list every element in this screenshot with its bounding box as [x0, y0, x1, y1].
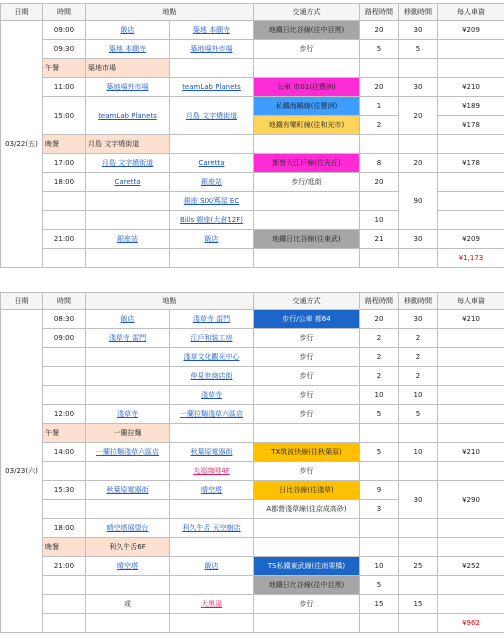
meal-place: 築地市場	[86, 59, 170, 78]
transport-cell: 步行/逛街	[254, 173, 360, 192]
travel-cell: 25	[399, 557, 438, 576]
header-row	[1, 293, 504, 310]
header-place: 地點	[86, 293, 254, 310]
fare-cell: ¥210	[438, 443, 504, 462]
place-link[interactable]: 銀座站	[117, 235, 138, 243]
travel-cell: 20	[399, 97, 438, 135]
distance-cell: 10	[360, 386, 399, 405]
transport-cell: A都營淺草線(往京成高砂)	[254, 500, 360, 519]
table-row	[1, 386, 504, 405]
travel-cell: 2	[399, 367, 438, 386]
meal-place: 月島 文字燒街道	[86, 135, 170, 154]
day1-total: ¥1,173	[438, 249, 504, 268]
place-link[interactable]: 丸福咖啡4F	[193, 467, 230, 475]
travel-cell: 30	[399, 78, 438, 97]
transport-cell: 地鐵日比谷線(往東武)	[254, 230, 360, 249]
distance-cell: 5	[360, 576, 399, 595]
place-link[interactable]: 飯店	[120, 315, 135, 323]
distance-cell: 20	[360, 78, 399, 97]
place-link[interactable]: 秋葉原電器街	[190, 448, 233, 456]
day2-schedule-table	[0, 292, 504, 633]
travel-cell: 10	[399, 386, 438, 405]
day1-schedule-table	[0, 3, 504, 268]
fare-cell: ¥290	[438, 481, 504, 519]
distance-cell: 8	[360, 154, 399, 173]
transport-cell: 步行	[254, 367, 360, 386]
travel-cell: 20	[399, 154, 438, 173]
meal-label: 午餐	[43, 59, 86, 78]
meal-row	[1, 538, 504, 557]
transport-cell: 都營大江戶線(往光丘)	[254, 154, 360, 173]
place-link[interactable]: 秋葉原電器街	[106, 486, 149, 494]
header-place: 地點	[86, 4, 254, 21]
place-link[interactable]: 淺草文化觀光中心	[183, 353, 240, 361]
place-link[interactable]: 利久牛舌 天空樹店	[182, 524, 241, 532]
time-cell: 21:00	[43, 230, 86, 249]
place-link[interactable]: 仲見世商店街	[190, 372, 233, 380]
time-cell: 21:00	[43, 557, 86, 576]
place-link[interactable]: teamLab Planets	[98, 111, 157, 120]
day2-date-cell: 03/23(六)	[1, 310, 43, 633]
travel-cell: 2	[399, 348, 438, 367]
time-cell: 18:00	[43, 173, 86, 192]
meal-label: 晚餐	[43, 135, 86, 154]
transport-cell: 步行	[254, 595, 360, 614]
place-link[interactable]: 一蘭拉麵淺草六區店	[96, 448, 159, 456]
time-cell: 17:00	[43, 154, 86, 173]
table-row	[1, 462, 504, 481]
day1-date-cell: 03/22(五)	[1, 21, 43, 268]
place-link[interactable]: Caretta	[114, 178, 141, 186]
place-link[interactable]: 淺草寺 雷門	[108, 334, 147, 342]
time-cell: 14:00	[43, 443, 86, 462]
time-cell: 09:30	[43, 40, 86, 59]
distance-cell: 5	[360, 40, 399, 59]
travel-cell: 5	[399, 405, 438, 424]
place-link[interactable]: 飯店	[120, 26, 135, 34]
travel-cell: 2	[399, 329, 438, 348]
place-link[interactable]: 銀座站	[201, 178, 222, 186]
fare-cell: ¥210	[438, 78, 504, 97]
place-link[interactable]: 大黑湯	[201, 600, 222, 608]
place-link[interactable]: 築地場外市場	[190, 45, 233, 53]
time-cell: 09:00	[43, 21, 86, 40]
place-link[interactable]: 江戶和装工房	[190, 334, 233, 342]
table-row	[1, 154, 504, 173]
distance-cell: 1	[360, 97, 399, 116]
distance-cell: 5	[360, 443, 399, 462]
distance-cell: 2	[360, 367, 399, 386]
table-row	[1, 97, 504, 116]
meal-label: 午餐	[43, 424, 86, 443]
distance-cell: 20	[360, 310, 399, 329]
distance-cell: 20	[360, 173, 399, 192]
meal-place: 利久牛舌6F	[86, 538, 170, 557]
header-date: 日期	[1, 4, 43, 21]
table-row	[1, 230, 504, 249]
alt-label: 或	[86, 595, 170, 614]
distance-cell: 2	[360, 348, 399, 367]
transport-cell: 步行	[254, 386, 360, 405]
travel-cell: 15	[399, 595, 438, 614]
transport-cell: 步行/公車 都64	[254, 310, 360, 329]
fare-cell	[438, 173, 504, 192]
table-row	[1, 481, 504, 500]
distance-cell: 2	[360, 116, 399, 135]
travel-cell: 10	[399, 443, 438, 462]
meal-place: 一蘭拉麵	[86, 424, 170, 443]
place-link[interactable]: 築地 本願寺	[108, 45, 147, 53]
fare-cell	[438, 40, 504, 59]
transport-cell: 步行	[254, 348, 360, 367]
meal-row	[1, 424, 504, 443]
time-cell: 09:00	[43, 329, 86, 348]
day2-total: ¥962	[438, 614, 504, 633]
place-link[interactable]: 月島 文字燒街道	[101, 159, 154, 167]
place-link[interactable]: Caretta	[198, 159, 225, 167]
transport-cell: 步行	[254, 329, 360, 348]
place-link[interactable]: teamLab Planets	[182, 83, 241, 91]
header-fare: 每人車資	[438, 4, 504, 21]
time-cell: 15:00	[43, 97, 86, 135]
distance-cell: 9	[360, 481, 399, 500]
transport-cell: 地鐵日比谷線(往中目黑)	[254, 576, 360, 595]
meal-row	[1, 135, 504, 154]
travel-cell: 30	[399, 230, 438, 249]
header-travel: 移動時間	[399, 293, 438, 310]
header-time: 時間	[43, 293, 86, 310]
table-row	[1, 519, 504, 538]
place-link[interactable]: 淺草寺	[201, 391, 222, 399]
time-cell: 15:30	[43, 481, 86, 500]
transport-cell: 步行	[254, 40, 360, 59]
transport-cell: 地鐵日比谷線(往中目黑)	[254, 21, 360, 40]
table-row	[1, 329, 504, 348]
total-row	[1, 249, 504, 268]
transport-cell: 日比谷線(往淺草)	[254, 481, 360, 500]
table-row	[1, 557, 504, 576]
header-time: 時間	[43, 4, 86, 21]
header-fare: 每人車資	[438, 293, 504, 310]
table-row	[1, 78, 504, 97]
travel-cell: 30	[399, 481, 438, 519]
transport-cell: 步行	[254, 405, 360, 424]
table-row	[1, 443, 504, 462]
travel-cell: 30	[399, 310, 438, 329]
travel-cell: 90	[399, 173, 438, 230]
table-row	[1, 348, 504, 367]
travel-cell: 30	[399, 21, 438, 40]
fare-cell: ¥209	[438, 230, 504, 249]
header-distance: 路程時間	[360, 293, 399, 310]
travel-cell: 5	[399, 40, 438, 59]
fare-cell	[438, 329, 504, 348]
transport-cell: 地鐵有樂町線(往和光市)	[254, 116, 360, 135]
distance-cell: 3	[360, 500, 399, 519]
header-transport: 交通方式	[254, 4, 360, 21]
transport-cell: TX筑波快線(往秋葉原)	[254, 443, 360, 462]
meal-row	[1, 59, 504, 78]
place-link[interactable]: 築地 本願寺	[192, 26, 231, 34]
place-link[interactable]: 晴空塔	[117, 562, 138, 570]
table-row	[1, 367, 504, 386]
time-cell: 08:30	[43, 310, 86, 329]
place-link[interactable]: 築地場外市場	[106, 83, 149, 91]
total-row	[1, 614, 504, 633]
time-cell: 18:00	[43, 519, 86, 538]
distance-cell: 5	[360, 405, 399, 424]
distance-cell: 15	[360, 595, 399, 614]
fare-cell: ¥178	[438, 154, 504, 173]
place-link[interactable]: 晴空塔展望台	[106, 524, 149, 532]
transport-cell: 公車 市01(往豐洲)	[254, 78, 360, 97]
header-row	[1, 4, 504, 21]
distance-cell: 10	[360, 211, 399, 230]
transport-cell: 步行	[254, 462, 360, 481]
distance-cell: 2	[360, 329, 399, 348]
distance-cell: 21	[360, 230, 399, 249]
fare-cell: ¥252	[438, 557, 504, 576]
table-row	[1, 405, 504, 424]
meal-label: 晚餐	[43, 538, 86, 557]
place-link[interactable]: 淺草寺 雷門	[192, 315, 231, 323]
distance-cell: 10	[360, 557, 399, 576]
table-row	[1, 576, 504, 595]
place-link[interactable]: 銀座 SIX/蔦屋 EC	[183, 197, 240, 205]
table-row	[1, 40, 504, 59]
table-row	[1, 595, 504, 614]
transport-cell: 私鐵海鷗線(往豐洲)	[254, 97, 360, 116]
table-row	[1, 310, 504, 329]
place-link[interactable]: 月島 文字燒街道	[185, 111, 238, 120]
place-link[interactable]: 晴空塔	[201, 486, 222, 494]
table-row	[1, 21, 504, 40]
distance-cell: 20	[360, 21, 399, 40]
fare-cell: ¥210	[438, 310, 504, 329]
header-distance: 路程時間	[360, 4, 399, 21]
header-date: 日期	[1, 293, 43, 310]
fare-cell: ¥178	[438, 116, 504, 135]
time-cell: 11:00	[43, 78, 86, 97]
fare-cell: ¥189	[438, 97, 504, 116]
time-cell: 12:00	[43, 405, 86, 424]
header-travel: 移動時間	[399, 4, 438, 21]
header-transport: 交通方式	[254, 293, 360, 310]
transport-cell: TS私鐵東武線(往南栗橋)	[254, 557, 360, 576]
place-link[interactable]: Bills 銀座(大倉12F)	[180, 216, 243, 224]
table-row	[1, 173, 504, 192]
place-link[interactable]: 一蘭拉麵淺草六區店	[180, 410, 243, 418]
place-link[interactable]: 淺草寺	[117, 410, 138, 418]
fare-cell: ¥209	[438, 21, 504, 40]
place-link[interactable]: 飯店	[204, 235, 219, 243]
place-link[interactable]: 飯店	[204, 562, 219, 570]
